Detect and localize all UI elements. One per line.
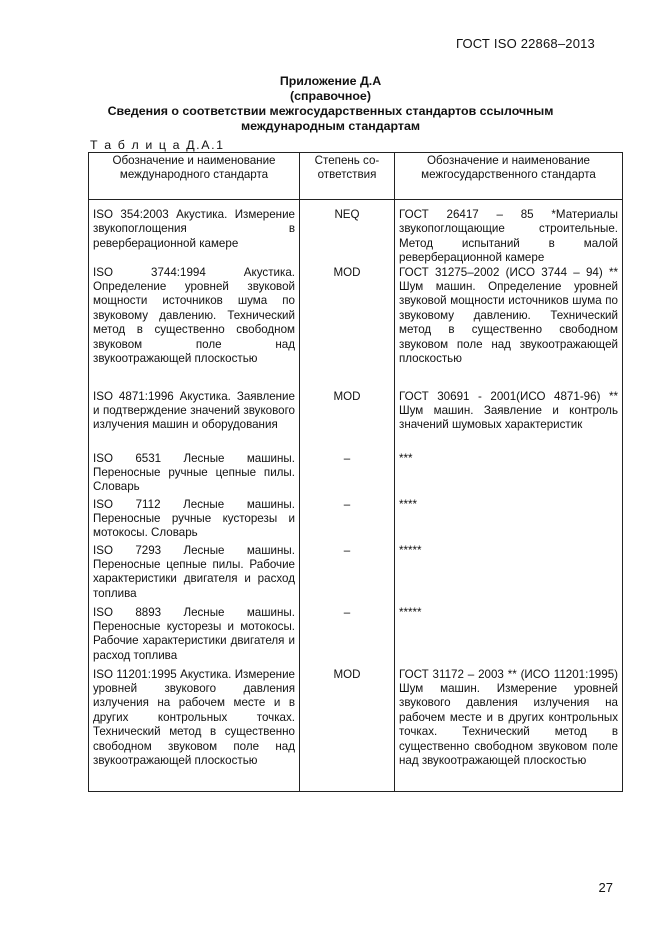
table-row [89, 498, 623, 544]
cell-interstate: ***** [395, 544, 623, 606]
cell-degree: NEQ [300, 200, 395, 266]
annex-heading-line-1: Сведения о соответствии межгосударственных стандартов ссылочным [107, 104, 554, 118]
table-header-row [89, 153, 623, 200]
cell-interstate: **** [395, 498, 623, 544]
table-row [89, 544, 623, 606]
document-code: ГОСТ ISO 22868–2013 [455, 36, 595, 51]
table-row [89, 390, 623, 452]
cell-degree: – [300, 544, 395, 606]
cell-interstate: *** [395, 452, 623, 498]
cell-degree: – [300, 452, 395, 498]
cell-degree: MOD [300, 668, 395, 792]
cell-degree: MOD [300, 390, 395, 452]
column-header-degree: Степень со-ответствия [300, 153, 395, 200]
cell-international: ISO 4871:1996 Акустика. Заявление и подтверждение значений звукового излучения машин и оборудования [89, 390, 300, 452]
cell-international: ISO 8893 Лесные машины. Переносные кусторезы и мотокосы. Рабочие характеристики двигателя и расход топлива [89, 606, 300, 668]
cell-degree: – [300, 606, 395, 668]
cell-international: ISO 11201:1995 Акустика. Измерение уровней звукового давления излучения на рабочем месте и в других контрольных точках. Технический метод в существенно свободном звуковом поле над звукоотражающей плоскостью [89, 668, 300, 792]
cell-interstate: ГОСТ 31275–2002 (ИСО 3744 – 94) ** Шум машин. Определение уровней звуковой мощности источников шума по звуковому давлению. Технический метод в существенно свободном звуковом поле над звукоотражающей плоскостью [395, 266, 623, 390]
column-header-interstate: Обозначение и наименование межгосударственного стандарта [395, 153, 623, 200]
cell-international: ISO 3744:1994 Акустика. Определение уровней звуковой мощности источников шума по звуковому давлению. Технический метод в существенно свободном звуковом поле над звукоотражающей плоскостью [89, 266, 300, 390]
table-row [89, 452, 623, 498]
annex-heading-line-2: международным стандартам [240, 119, 421, 133]
cell-international: ISO 7112 Лесные машины. Переносные ручные кусторезы и мотокосы. Словарь [89, 498, 300, 544]
cell-international: ISO 6531 Лесные машины. Переносные ручные цепные пилы. Словарь [89, 452, 300, 498]
cell-interstate: ГОСТ 31172 – 2003 ** (ИСО 11201:1995) Шум машин. Измерение уровней звукового давления излучения на рабочем месте и в других контрольных точках. Технический метод в существенно свободном звуковом поле над звукоотражающей плоскостью [395, 668, 623, 792]
annex-title-block [0, 74, 661, 134]
cell-interstate: ***** [395, 606, 623, 668]
column-header-international: Обозначение и наименование международного стандарта [89, 153, 300, 200]
page-number: 27 [598, 880, 613, 895]
table-row [89, 200, 623, 266]
table-row [89, 668, 623, 792]
cell-degree: MOD [300, 266, 395, 390]
annex-subtitle: (справочное) [290, 89, 371, 103]
cell-interstate: ГОСТ 26417 – 85 *Материалы звукопоглощающие строительные. Метод испытаний в малой реверберационной камере [395, 200, 623, 266]
cell-international: ISO 7293 Лесные машины. Переносные цепные пилы. Рабочие характеристики двигателя и расход топлива [89, 544, 300, 606]
table-row [89, 266, 623, 390]
table-row [89, 606, 623, 668]
correspondence-table [88, 152, 623, 792]
cell-interstate: ГОСТ 30691 - 2001(ИСО 4871-96) ** Шум машин. Заявление и контроль значений шумовых характеристик [395, 390, 623, 452]
cell-international: ISO 354:2003 Акустика. Измерение звукопоглощения в реверберационной камере [89, 200, 300, 266]
table-label: Т а б л и ц а Д.А.1 [90, 138, 225, 152]
cell-degree: – [300, 498, 395, 544]
annex-title: Приложение Д.А [279, 74, 382, 88]
